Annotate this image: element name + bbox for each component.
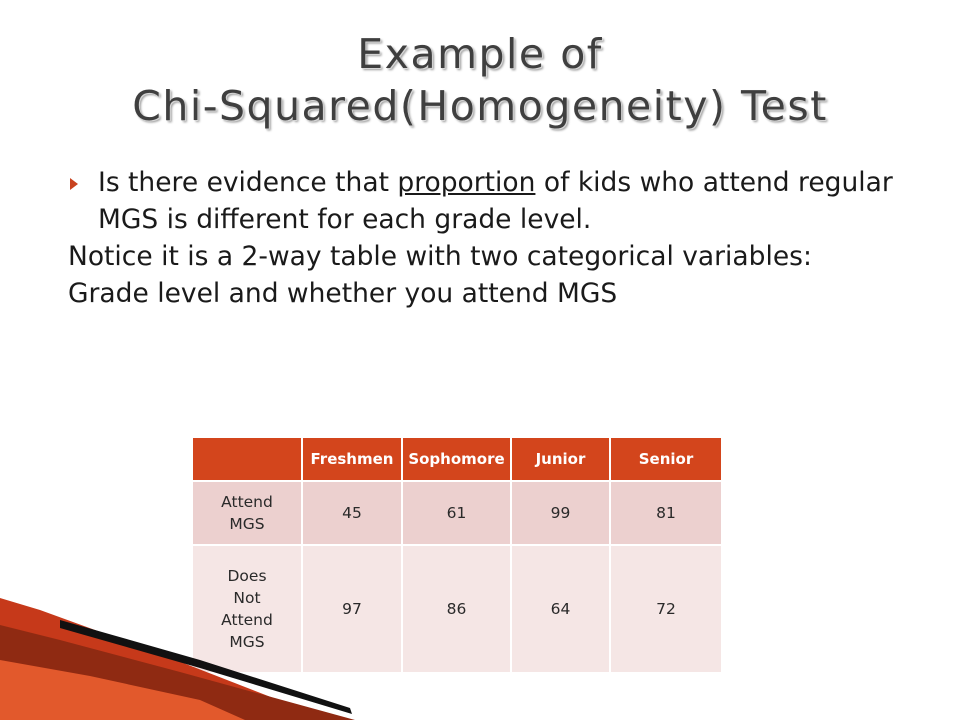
- table-cell: 64: [511, 545, 610, 673]
- table-cell: 61: [402, 481, 511, 545]
- table-cell: 97: [302, 545, 402, 673]
- table-cell: 86: [402, 545, 511, 673]
- row-header-line: Attend: [221, 611, 273, 629]
- body-paragraph-2way-table: Notice it is a 2-way table with two categorical variables:: [68, 241, 812, 272]
- bullet-text-post: of kids who attend regular MGS is different for each grade level.: [98, 167, 893, 235]
- row-header-line: MGS: [229, 515, 265, 533]
- row-header-line: Not: [233, 589, 261, 607]
- table-cell: 45: [302, 481, 402, 545]
- row-header-line: Attend: [221, 493, 273, 511]
- column-header-junior: Junior: [511, 437, 610, 481]
- table-cell: 99: [511, 481, 610, 545]
- table-cell: 72: [610, 545, 722, 673]
- bullet-text-pre: Is there evidence that: [98, 167, 398, 198]
- table-cell: 81: [610, 481, 722, 545]
- row-header-line: MGS: [229, 633, 265, 651]
- title-line-1: Example of: [357, 30, 603, 78]
- column-header-freshmen: Freshmen: [302, 437, 402, 481]
- column-header-sophomore: Sophomore: [402, 437, 511, 481]
- bullet-text-underlined: proportion: [397, 167, 536, 198]
- title-line-2: Chi-Squared(Homogeneity) Test: [132, 82, 828, 130]
- column-header-senior: Senior: [610, 437, 722, 481]
- body-paragraph-variables: Grade level and whether you attend MGS: [68, 278, 618, 309]
- row-header-line: Does: [227, 567, 267, 585]
